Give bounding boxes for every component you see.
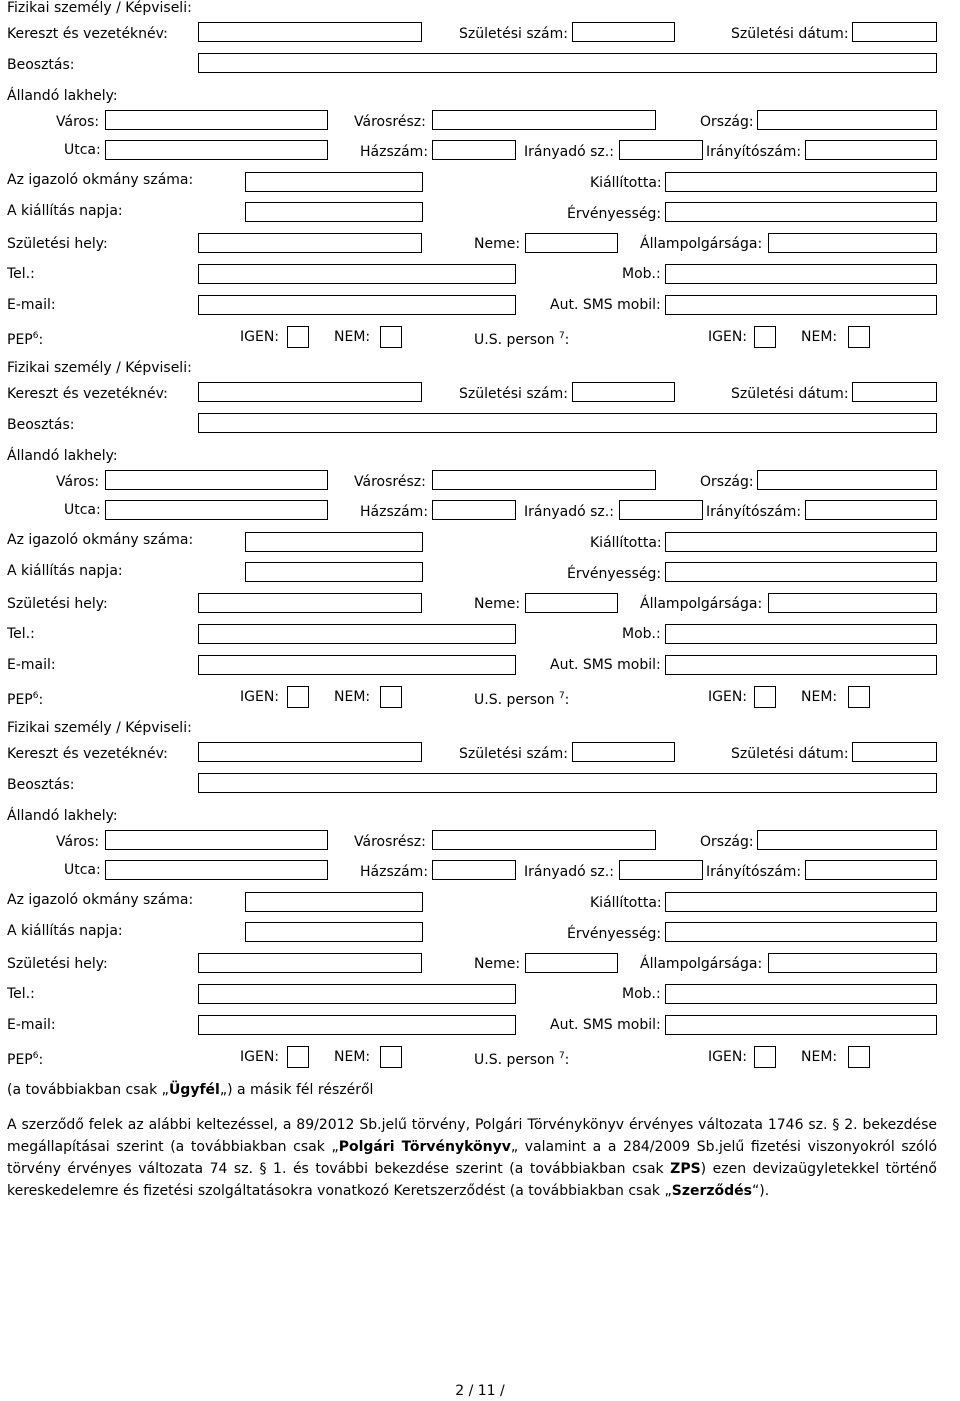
country-field[interactable] [757,470,937,490]
birth-number-label: Születési szám: [459,386,568,402]
citizenship-label: Állampolgársága: [640,596,763,612]
email-label: E-mail: [7,297,56,313]
person-header: Fizikai személy / Képviseli: [7,720,192,736]
birth-number-field[interactable] [572,382,675,402]
sms-mobile-field[interactable] [665,1015,937,1035]
id-number-field[interactable] [245,892,423,912]
position-field[interactable] [198,413,937,433]
birth-date-label: Születési dátum: [731,386,849,402]
pep-yes-checkbox[interactable] [287,686,309,708]
pep-no-checkbox[interactable] [380,326,402,348]
issued-by-label: Kiállította: [590,895,662,911]
validity-label: Érvényesség: [567,566,662,582]
house-number-field[interactable] [432,140,516,160]
issued-by-label: Kiállította: [590,535,662,551]
district-label: Városrész: [354,834,426,850]
house-number-label: Házszám: [360,864,429,880]
birth-date-label: Születési dátum: [731,26,849,42]
city-label: Város: [56,834,100,850]
client-term: Ügyfél [168,1082,220,1098]
permanent-address-label: Állandó lakhely: [7,448,118,464]
city-label: Város: [56,114,100,130]
us-yes-label: IGEN: [708,1049,748,1065]
country-label: Ország: [700,114,754,130]
issue-date-field[interactable] [245,202,423,222]
citizenship-label: Állampolgársága: [640,236,763,252]
permanent-address-label: Állandó lakhely: [7,808,118,824]
mob-field[interactable] [665,624,937,644]
district-field[interactable] [432,470,656,490]
street-label: Utca: [64,862,101,878]
sms-mobile-field[interactable] [665,295,937,315]
postal-code-label: Irányítószám: [706,864,802,880]
validity-field[interactable] [665,562,937,582]
pep-label: PEP$^6$: [7,331,44,348]
district-field[interactable] [432,830,656,850]
position-field[interactable] [198,53,937,73]
gender-field[interactable] [525,233,618,253]
validity-label: Érvényesség: [567,926,662,942]
us-person-label: U.S. person $^7$: [474,691,570,708]
issue-date-label: A kiállítás napja: [7,923,123,939]
citizenship-field[interactable] [768,233,937,253]
id-number-label: Az igazoló okmány száma: [7,892,194,908]
street-field[interactable] [105,860,328,880]
tel-label: Tel.: [7,626,35,642]
closing-line: (a továbbiakban csak „Ügyfél„) a másik fél részéről [7,1082,374,1098]
district-label: Városrész: [354,474,426,490]
citizenship-label: Állampolgársága: [640,956,763,972]
postal-code-label: Irányítószám: [706,504,802,520]
issued-by-field[interactable] [665,892,937,912]
street-field[interactable] [105,140,328,160]
country-field[interactable] [757,110,937,130]
pep-no-label: NEM: [334,329,371,345]
name-field[interactable] [198,382,422,402]
us-no-label: NEM: [801,329,838,345]
mob-label: Mob.: [622,986,661,1002]
direction-label: Irányadó sz.: [524,144,614,160]
tel-label: Tel.: [7,266,35,282]
sms-mobile-label: Aut. SMS mobil: [550,297,661,313]
pep-yes-checkbox[interactable] [287,326,309,348]
citizenship-field[interactable] [768,593,937,613]
pep-yes-checkbox[interactable] [287,1046,309,1068]
house-number-field[interactable] [432,500,516,520]
birth-date-field[interactable] [852,22,937,42]
tel-field[interactable] [198,984,516,1004]
position-label: Beosztás: [7,57,75,73]
email-field[interactable] [198,1015,516,1035]
direction-label: Irányadó sz.: [524,864,614,880]
postal-code-field[interactable] [805,140,937,160]
country-label: Ország: [700,834,754,850]
issued-by-field[interactable] [665,532,937,552]
id-number-label: Az igazoló okmány száma: [7,532,194,548]
validity-label: Érvényesség: [567,206,662,222]
birth-number-field[interactable] [572,742,675,762]
citizenship-field[interactable] [768,953,937,973]
us-yes-label: IGEN: [708,329,748,345]
gender-label: Neme: [474,236,521,252]
birth-number-label: Születési szám: [459,26,568,42]
issued-by-field[interactable] [665,172,937,192]
birth-place-field[interactable] [198,953,422,973]
pep-label: PEP$^6$: [7,691,44,708]
us-person-label: U.S. person $^7$: [474,331,570,348]
us-no-checkbox[interactable] [848,326,870,348]
direction-field[interactable] [619,500,703,520]
issued-by-label: Kiállította: [590,175,662,191]
us-yes-checkbox[interactable] [754,326,776,348]
position-label: Beosztás: [7,417,75,433]
validity-field[interactable] [665,202,937,222]
house-number-field[interactable] [432,860,516,880]
pep-no-label: NEM: [334,1049,371,1065]
birth-date-field[interactable] [852,742,937,762]
sms-mobile-label: Aut. SMS mobil: [550,1017,661,1033]
person-header: Fizikai személy / Képviseli: [7,360,192,376]
pep-yes-label: IGEN: [240,1049,280,1065]
permanent-address-label: Állandó lakhely: [7,88,118,104]
district-label: Városrész: [354,114,426,130]
house-number-label: Házszám: [360,144,429,160]
mob-label: Mob.: [622,626,661,642]
city-label: Város: [56,474,100,490]
issue-date-field[interactable] [245,562,423,582]
birth-date-field[interactable] [852,382,937,402]
city-field[interactable] [105,470,328,490]
birth-place-label: Születési hely: [7,236,108,252]
page-number: 2 / 11 / [455,1383,505,1399]
direction-field[interactable] [619,860,703,880]
person-header: Fizikai személy / Képviseli: [7,0,192,16]
sms-mobile-field[interactable] [665,655,937,675]
pep-label: PEP$^6$: [7,1051,44,1068]
pep-no-checkbox[interactable] [380,1046,402,1068]
validity-field[interactable] [665,922,937,942]
gender-label: Neme: [474,596,521,612]
name-label: Kereszt és vezetéknév: [7,26,168,42]
name-label: Kereszt és vezetéknév: [7,386,168,402]
position-field[interactable] [198,773,937,793]
pep-yes-label: IGEN: [240,329,280,345]
name-field[interactable] [198,22,422,42]
city-field[interactable] [105,110,328,130]
birth-place-field[interactable] [198,593,422,613]
position-label: Beosztás: [7,777,75,793]
country-field[interactable] [757,830,937,850]
id-number-field[interactable] [245,172,423,192]
birth-number-label: Születési szám: [459,746,568,762]
contract-paragraph: A szerződő felek az alábbi keltezéssel, a 89/2012 Sb.jelű törvény, Polgári Törvénykönyv érvényes változata 1746 sz. § 2. bekezdése megállapításai szerint (a továbbiakban csak „Polgári Törvénykönyv„ valamint a a 284/2009 Sb.jelű fizetési viszonyokról szóló törvény érvényes változata 74 sz. § 1. és további bekezdése szerint (a továbbiakban csak ZPS) ezen devizaügyletekkel történő kereskedelemre és fizetési szolgáltatásokra vonatkozó Keretszerződést (a továbbiakban csak „Szerződés“). [7,1117,938,1199]
email-field[interactable] [198,655,516,675]
tel-field[interactable] [198,624,516,644]
email-label: E-mail: [7,1017,56,1033]
direction-label: Irányadó sz.: [524,504,614,520]
street-label: Utca: [64,502,101,518]
us-yes-label: IGEN: [708,689,748,705]
house-number-label: Házszám: [360,504,429,520]
birth-place-field[interactable] [198,233,422,253]
street-label: Utca: [64,142,101,158]
us-person-label: U.S. person $^7$: [474,1051,570,1068]
email-label: E-mail: [7,657,56,673]
postal-code-label: Irányítószám: [706,144,802,160]
us-no-label: NEM: [801,1049,838,1065]
email-field[interactable] [198,295,516,315]
id-number-label: Az igazoló okmány száma: [7,172,194,188]
country-label: Ország: [700,474,754,490]
direction-field[interactable] [619,140,703,160]
issue-date-label: A kiállítás napja: [7,563,123,579]
district-field[interactable] [432,110,656,130]
name-label: Kereszt és vezetéknév: [7,746,168,762]
mob-field[interactable] [665,264,937,284]
tel-field[interactable] [198,264,516,284]
issue-date-field[interactable] [245,922,423,942]
sms-mobile-label: Aut. SMS mobil: [550,657,661,673]
pep-yes-label: IGEN: [240,689,280,705]
city-field[interactable] [105,830,328,850]
postal-code-field[interactable] [805,500,937,520]
us-yes-checkbox[interactable] [754,686,776,708]
birth-place-label: Születési hely: [7,596,108,612]
postal-code-field[interactable] [805,860,937,880]
issue-date-label: A kiállítás napja: [7,203,123,219]
pep-no-checkbox[interactable] [380,686,402,708]
gender-field[interactable] [525,953,618,973]
us-no-checkbox[interactable] [848,1046,870,1068]
us-no-label: NEM: [801,689,838,705]
birth-date-label: Születési dátum: [731,746,849,762]
tel-label: Tel.: [7,986,35,1002]
street-field[interactable] [105,500,328,520]
mob-field[interactable] [665,984,937,1004]
pep-no-label: NEM: [334,689,371,705]
us-yes-checkbox[interactable] [754,1046,776,1068]
gender-field[interactable] [525,593,618,613]
us-no-checkbox[interactable] [848,686,870,708]
id-number-field[interactable] [245,532,423,552]
mob-label: Mob.: [622,266,661,282]
birth-number-field[interactable] [572,22,675,42]
birth-place-label: Születési hely: [7,956,108,972]
name-field[interactable] [198,742,422,762]
gender-label: Neme: [474,956,521,972]
